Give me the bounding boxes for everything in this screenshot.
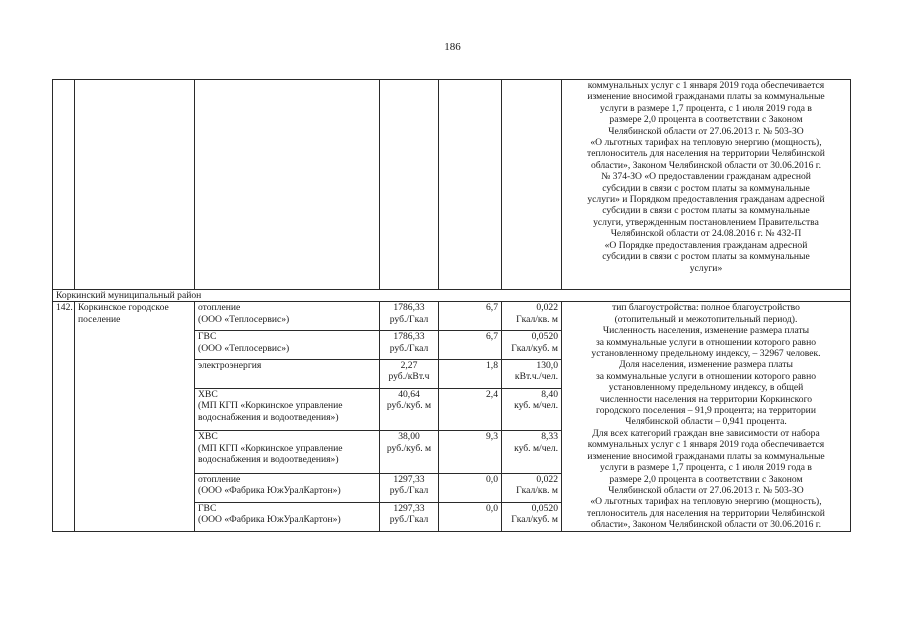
percent-cell: 9,3	[439, 431, 502, 474]
price-cell: 1786,33 руб./Гкал	[380, 331, 439, 360]
entry-description: тип благоустройства: полное благоустройство (отопительный и межотопительный период). Численность населения, изменение размера платы за коммунальные услуги в отношении которого равно установленному предельному индексу, – 32967 человек. Доля населения, изменение размера платы за коммунальные услуги в отношении которого равно установленному предельному индексу, в общей численности населения на территории Коркинского городского поселения – 91,9 процента; на территории Челябинской области – 0,941 процента. Для всех категорий граждан вне зависимости от набора коммунальных услуг с 1 января 2019 года обеспечивается изменение вносимой гражданами платы за коммунальные услуги в размере 1,7 процента, с 1 июля 2019 года в размере 2,0 процента в соответствии с Законом Челябинской области от 27.06.2013 г. № 503-ЗО «О льготных тарифах на тепловую энергию (мощность), теплоноситель для населения на территории Челябинской области», Законом Челябинской области от 30.06.2016 г.	[562, 302, 851, 531]
norm-cell: 130,0 кВт.ч./чел.	[502, 359, 562, 388]
norm-cell: 0,0520 Гкал/куб. м	[502, 502, 562, 531]
norm-cell: 0,022 Гкал/кв. м	[502, 302, 562, 331]
price-cell: 40,64 руб./куб. м	[380, 388, 439, 431]
price-cell: 1297,33 руб./Гкал	[380, 473, 439, 502]
continuation-description: коммунальных услуг с 1 января 2019 года обеспечивается изменение вносимой гражданами платы за коммунальные услуги в размере 1,7 процента, с 1 июля 2019 года в размере 2,0 процента в соответствии с Законом Челябинской области от 27.06.2013 г. № 503-ЗО «О льготных тарифах на тепловую энергию (мощность), теплоноситель для населения на территории Челябинской области», Законом Челябинской области от 30.06.2016 г. № 374-ЗО «О предоставлении гражданам адресной субсидии в связи с ростом платы за коммунальные услуги» и Порядком предоставления гражданам адресной субсидии в связи с ростом платы за коммунальные услуги, утвержденным постановлением Правительства Челябинской области от 24.08.2016 г. № 432-П «О Порядке предоставления гражданам адресной субсидии в связи с ростом платы за коммунальные услуги»	[562, 80, 851, 290]
service-cell: ГВС (ООО «Теплосервис»)	[195, 331, 380, 360]
service-cell: отопление (ООО «Фабрика ЮжУралКартон»)	[195, 473, 380, 502]
price-cell: 1297,33 руб./Гкал	[380, 502, 439, 531]
percent-cell: 2,4	[439, 388, 502, 431]
tariff-table	[52, 79, 851, 532]
service-cell: ХВС (МП КГП «Коркинское управление водоснабжения и водоотведения»)	[195, 431, 380, 474]
norm-cell: 0,0520 Гкал/куб. м	[502, 331, 562, 360]
table-row	[53, 302, 851, 331]
service-cell: ХВС (МП КГП «Коркинское управление водоснабжения и водоотведения»)	[195, 388, 380, 431]
continuation-row	[53, 80, 851, 290]
percent-cell: 0,0	[439, 502, 502, 531]
percent-cell: 6,7	[439, 331, 502, 360]
price-cell: 1786,33 руб./Гкал	[380, 302, 439, 331]
row-number: 142.	[53, 302, 75, 531]
price-cell: 2,27 руб./кВт.ч	[380, 359, 439, 388]
service-cell: электроэнергия	[195, 359, 380, 388]
service-cell: ГВС (ООО «Фабрика ЮжУралКартон»)	[195, 502, 380, 531]
norm-cell: 8,40 куб. м/чел.	[502, 388, 562, 431]
municipality-name: Коркинское городское поселение	[75, 302, 195, 531]
section-title: Коркинский муниципальный район	[53, 290, 851, 302]
service-cell: отопление (ООО «Теплосервис»)	[195, 302, 380, 331]
percent-cell: 6,7	[439, 302, 502, 331]
norm-cell: 0,022 Гкал/кв. м	[502, 473, 562, 502]
price-cell: 38,00 руб./куб. м	[380, 431, 439, 474]
norm-cell: 8,33 куб. м/чел.	[502, 431, 562, 474]
percent-cell: 0,0	[439, 473, 502, 502]
percent-cell: 1,8	[439, 359, 502, 388]
section-row	[53, 290, 851, 302]
page-number: 186	[444, 41, 461, 53]
